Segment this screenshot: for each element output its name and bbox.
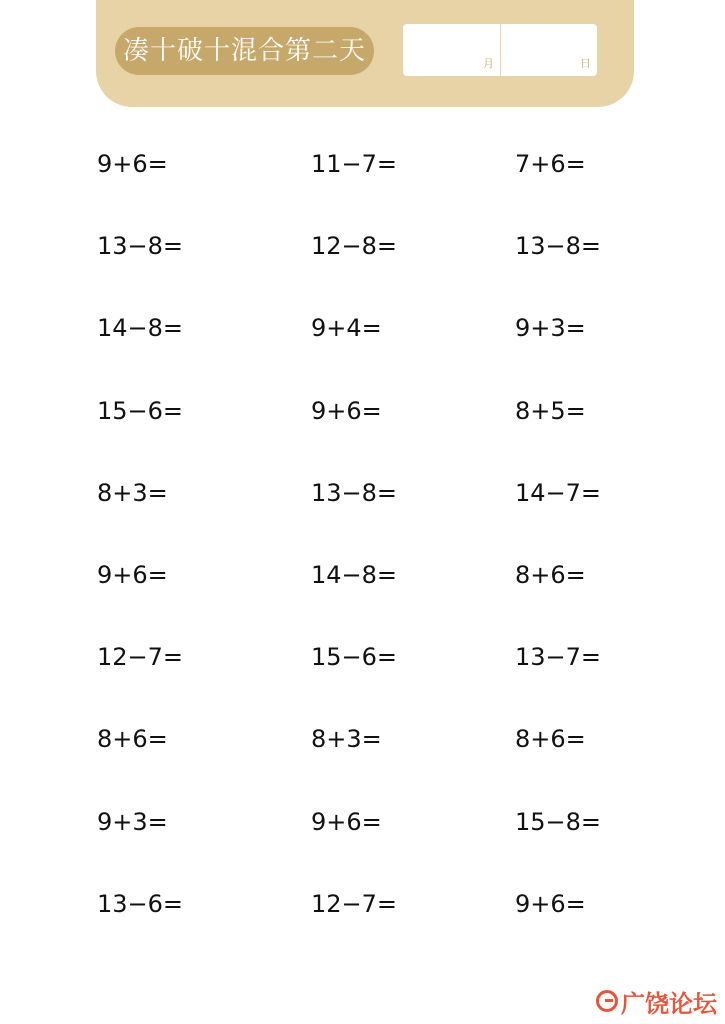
problem-item: 15−6=: [97, 396, 184, 425]
problem-item: 12−7=: [311, 889, 398, 918]
problem-item: 9+6=: [97, 150, 168, 178]
problem-grid: [97, 140, 637, 962]
problem-item: 15−8=: [515, 807, 602, 836]
forum-logo-icon: [596, 990, 618, 1012]
problem-item: 9+6=: [515, 889, 586, 918]
problem-item: 13−7=: [515, 643, 602, 672]
problem-item: 9+3=: [515, 314, 586, 343]
date-field[interactable]: [403, 24, 597, 76]
problem-item: 8+6=: [515, 725, 586, 754]
problem-item: 12−7=: [97, 643, 184, 672]
problem-item: 9+4=: [311, 314, 382, 343]
problem-item: 8+5=: [515, 396, 586, 425]
page-title: 凑十破十混合第二天: [115, 27, 374, 75]
problem-item: 13−8=: [311, 478, 398, 507]
problem-item: 13−6=: [97, 889, 184, 918]
watermark: [596, 986, 717, 1016]
problem-item: 14−8=: [97, 314, 184, 343]
problem-item: 9+6=: [97, 560, 168, 589]
month-label: 月: [483, 57, 494, 70]
problem-item: 7+6=: [515, 150, 586, 178]
problem-item: 9+6=: [311, 807, 382, 836]
problem-item: 9+3=: [97, 807, 168, 836]
problem-item: 8+3=: [97, 478, 168, 507]
problem-item: 11−7=: [311, 150, 398, 178]
problem-item: 15−6=: [311, 643, 398, 672]
watermark-text: 广饶论坛: [621, 989, 717, 1018]
problem-item: 13−8=: [97, 232, 184, 261]
date-divider: [500, 24, 501, 76]
problem-item: 8+3=: [311, 725, 382, 754]
problem-item: 9+6=: [311, 396, 382, 425]
day-label: 日: [580, 57, 591, 70]
problem-item: 14−8=: [311, 560, 398, 589]
problem-item: 8+6=: [97, 725, 168, 754]
problem-item: 13−8=: [515, 232, 602, 261]
problem-item: 8+6=: [515, 560, 586, 589]
problem-item: 14−7=: [515, 478, 602, 507]
problem-item: 12−8=: [311, 232, 398, 261]
